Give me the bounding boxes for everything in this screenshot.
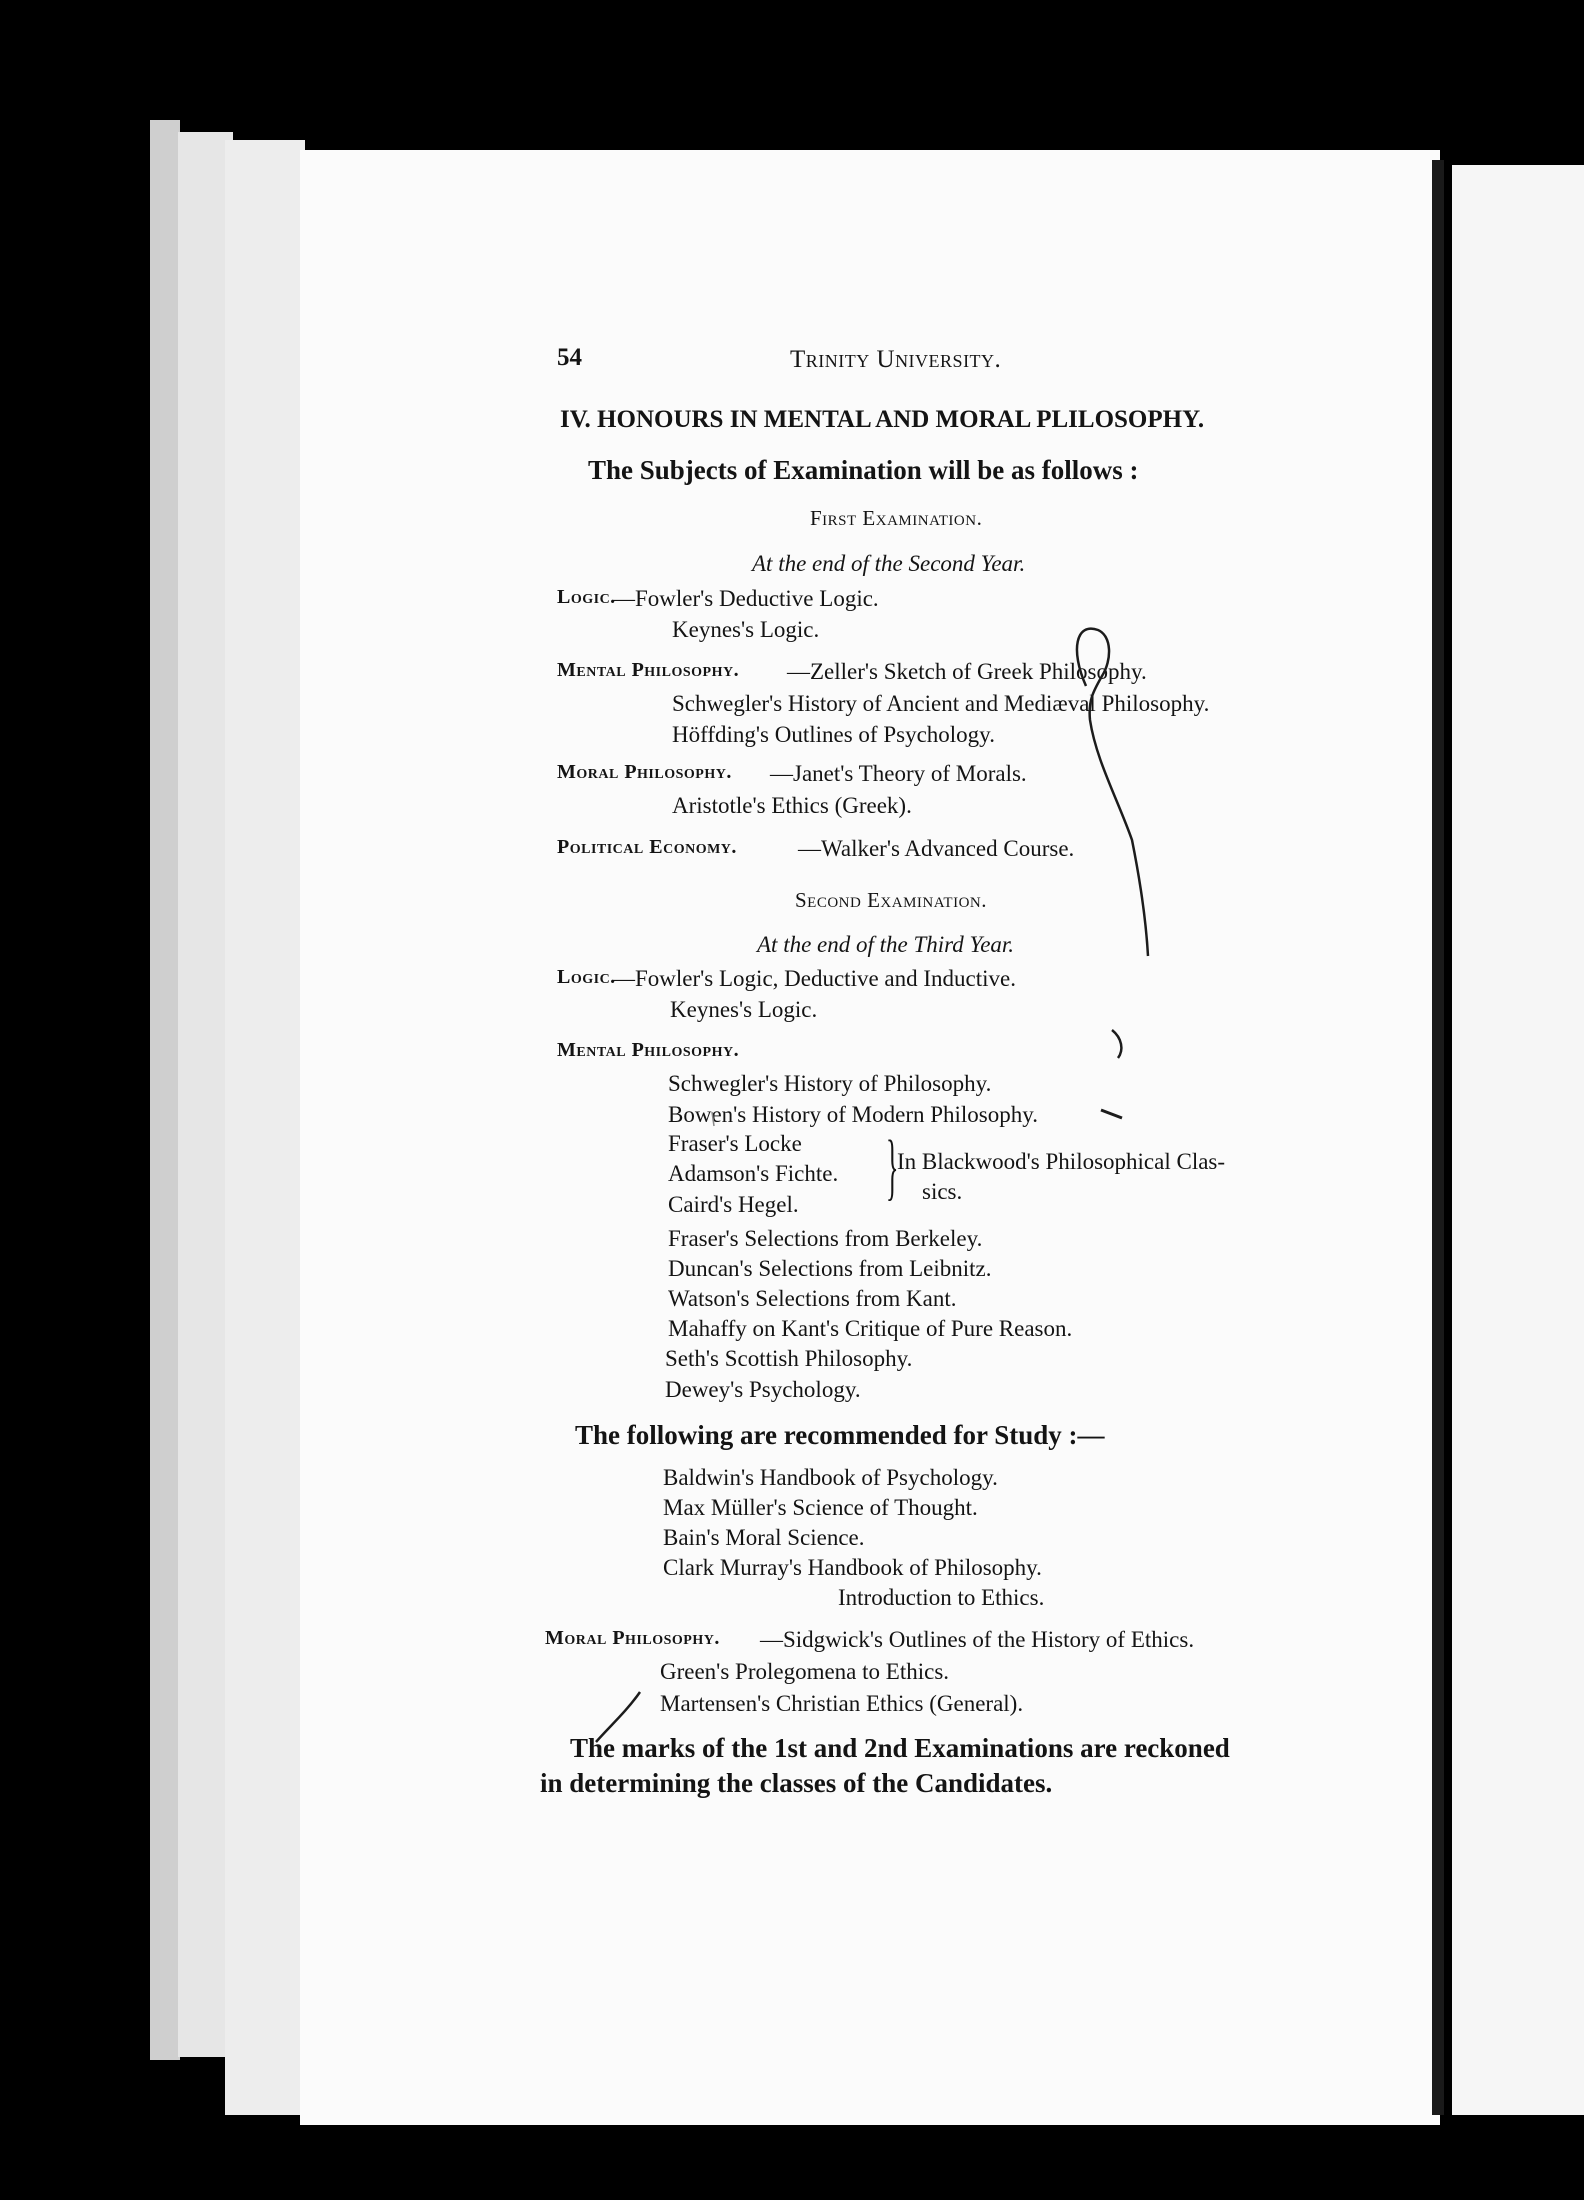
second-exam-heading: Second Examination. [795,888,987,912]
tick-mark [1101,1110,1122,1118]
section-title: IV. HONOURS IN MENTAL AND MORAL PLILOSOPHY. [560,406,1205,433]
list-item: Schwegler's History of Ancient and Mediæval Philosophy. [672,691,1210,716]
list-item: —Zeller's Sketch of Greek Philosophy. [787,659,1147,684]
list-item: Keynes's Logic. [670,997,818,1022]
list-item: Schwegler's History of Philosophy. [668,1071,992,1096]
list-item: Höffding's Outlines of Psychology. [672,722,995,747]
list-item: Dewey's Psychology. [665,1377,861,1402]
moral-philosophy-label: Moral Philosophy. [557,761,732,783]
list-item: —Fowler's Deductive Logic. [612,586,879,611]
list-item: Keynes's Logic. [672,617,820,642]
list-item: —Janet's Theory of Morals. [770,761,1027,786]
closing-line: The marks of the 1st and 2nd Examinations are reckoned [570,1733,1230,1763]
recommended-intro: The following are recommended for Study :— [575,1420,1105,1450]
list-item: Aristotle's Ethics (Greek). [672,793,912,818]
list-item: Fraser's Selections from Berkeley. [668,1226,983,1251]
classics-note: sics. [922,1179,963,1204]
list-item: Adamson's Fichte. [668,1161,839,1186]
check-mark [596,1692,640,1742]
page-number: 54 [557,344,582,371]
list-item: Fraser's Locke [668,1131,802,1156]
tick-mark [1112,1030,1121,1058]
mental-philosophy-label: Mental Philosophy. [557,1039,740,1061]
second-exam-subheading: At the end of the Third Year. [757,932,1015,957]
tick-mark [712,1112,714,1126]
political-economy-label: Political Economy. [557,836,737,858]
list-item: Martensen's Christian Ethics (General). [660,1691,1024,1716]
first-exam-heading: First Examination. [810,506,983,530]
list-item: Duncan's Selections from Leibnitz. [668,1256,992,1281]
list-item: Introduction to Ethics. [838,1585,1045,1610]
list-item: Max Müller's Science of Thought. [663,1495,978,1520]
margin-bracket-mark [1077,629,1148,956]
mental-philosophy-label: Mental Philosophy. [557,659,740,681]
running-head: Trinity University. [790,346,1002,373]
closing-line: in determining the classes of the Candidates. [540,1768,1053,1798]
list-item: Mahaffy on Kant's Critique of Pure Reason. [668,1316,1073,1341]
list-item: Watson's Selections from Kant. [668,1286,957,1311]
list-item: —Sidgwick's Outlines of the History of Ethics. [760,1627,1195,1652]
brace-glyph: } [886,1126,899,1208]
list-item: —Fowler's Logic, Deductive and Inductive. [612,966,1016,991]
first-exam-subheading: At the end of the Second Year. [752,551,1026,576]
classics-note: In Blackwood's Philosophical Clas- [897,1149,1226,1174]
logic-label: Logic. [557,966,616,988]
list-item: Baldwin's Handbook of Psychology. [663,1465,998,1490]
list-item: Clark Murray's Handbook of Philosophy. [663,1555,1042,1580]
list-item: Seth's Scottish Philosophy. [665,1346,913,1371]
intro-text: The Subjects of Examination will be as follows : [588,455,1139,485]
moral-philosophy-label: Moral Philosophy. [545,1627,720,1649]
list-item: Bowen's History of Modern Philosophy. [668,1102,1039,1127]
list-item: Caird's Hegel. [668,1192,799,1217]
list-item: Bain's Moral Science. [663,1525,865,1550]
list-item: —Walker's Advanced Course. [798,836,1075,861]
logic-label: Logic. [557,586,616,608]
list-item: Green's Prolegomena to Ethics. [660,1659,950,1684]
